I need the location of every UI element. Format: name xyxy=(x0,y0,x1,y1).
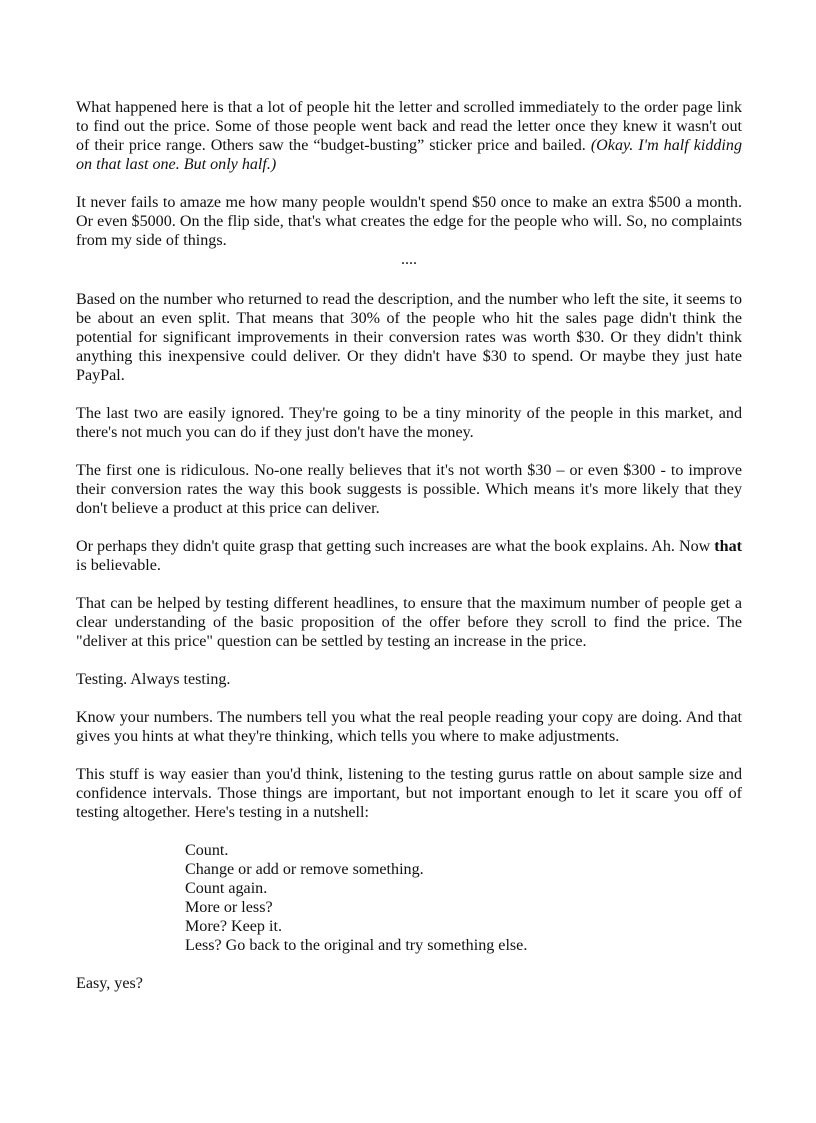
list-item: Count. xyxy=(185,842,229,859)
paragraph-easy-yes: Easy, yes? xyxy=(76,975,143,992)
paragraph-spend-amaze: It never fails to amaze me how many people wouldn't spend $50 once to make an extra $500 a month. Or even $5000. On the flip side, that's what creates the edge for the people who will. So, no complaints from my side of things. xyxy=(76,194,742,249)
paragraph-text-tail: is believable. xyxy=(76,557,161,574)
paragraph-even-split: Based on the number who returned to read the description, and the number who left the site, it seems to be about an even split. That means that 30% of the people who hit the sales page didn't think the potential for significant improvements in their conversion rates was worth $30. Or they didn't think anything this inexpensive could deliver. Or they didn't have $30 to spend. Or maybe they just hate PayPal. xyxy=(76,291,742,384)
paragraph-nutshell: This stuff is way easier than you'd think, listening to the testing gurus rattle on about sample size and confidence intervals. Those things are important, but not important enough to let it scare you off of testing altogether. Here's testing in a nutshell: xyxy=(76,766,742,821)
list-item: Less? Go back to the original and try something else. xyxy=(185,937,528,954)
testing-steps-list xyxy=(185,841,742,955)
paragraph-know-numbers: Know your numbers. The numbers tell you what the real people reading your copy are doing. And that gives you hints at what they're thinking, which tells you where to make adjustments. xyxy=(76,709,742,745)
list-item: Count again. xyxy=(185,880,268,897)
list-item: More? Keep it. xyxy=(185,918,282,935)
bold-emphasis: that xyxy=(714,538,742,555)
paragraph-always-testing: Testing. Always testing. xyxy=(76,671,231,688)
list-item: More or less? xyxy=(185,899,273,916)
paragraph-text: What happened here is that a lot of people hit the letter and scrolled immediately to the order page link to find out the price. Some of those people went back and read the letter once they knew it wasn't out of their price range. Others saw the “budget-busting” sticker price and bailed. xyxy=(76,99,742,154)
document-page xyxy=(76,98,742,1012)
italic-aside: (Okay. I'm half kidding on that last one. But only half.) xyxy=(76,137,742,173)
section-separator: .... xyxy=(401,251,417,268)
paragraph-text: Or perhaps they didn't quite grasp that getting such increases are what the book explains. Ah. Now xyxy=(76,538,715,555)
paragraph-grasp xyxy=(76,537,742,575)
paragraph-last-two: The last two are easily ignored. They're going to be a tiny minority of the people in this market, and there's not much you can do if they just don't have the money. xyxy=(76,405,742,441)
list-item: Change or add or remove something. xyxy=(185,861,424,878)
paragraph-order-page-scrolling xyxy=(76,98,742,174)
paragraph-headlines: That can be helped by testing different headlines, to ensure that the maximum number of people get a clear understanding of the basic proposition of the offer before they scroll to find the price. The "deliver at this price" question can be settled by testing an increase in the price. xyxy=(76,595,742,650)
paragraph-first-one: The first one is ridiculous. No-one really believes that it's not worth $30 – or even $300 - to improve their conversion rates the way this book suggests is possible. Which means it's more likely that they don't believe a product at this price can deliver. xyxy=(76,462,742,517)
